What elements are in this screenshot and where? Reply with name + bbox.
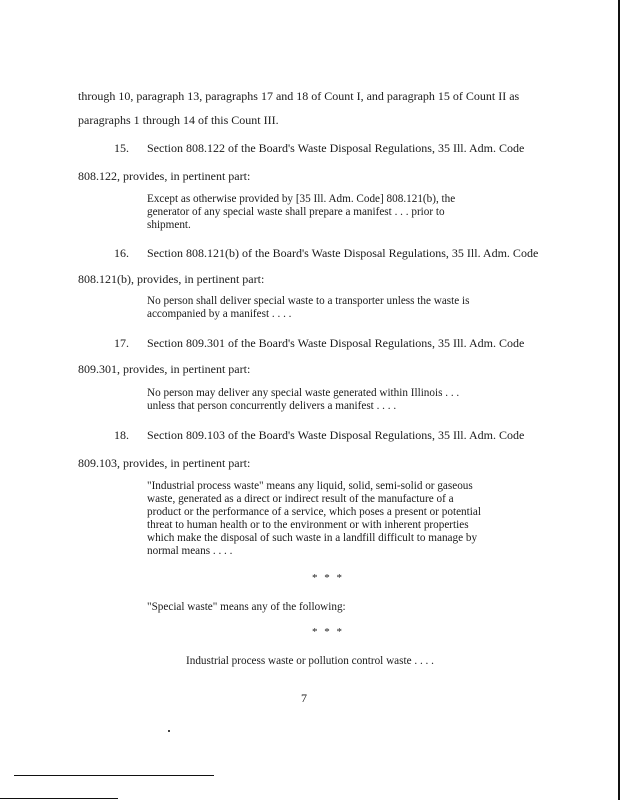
ellipsis-stars-2: * * * [312,626,344,638]
paragraph-18-quote-6: normal means . . . . [147,545,233,557]
right-edge-rule [618,0,620,800]
paragraph-18-quote-1: "Industrial process waste" means any liquid, solid, semi-solid or gaseous [147,480,473,492]
paragraph-16-quote-2: accompanied by a manifest . . . . [147,308,292,320]
paragraph-18-number: 18. [114,428,129,442]
special-waste-definition: "Special waste" means any of the following: [147,601,346,613]
paragraph-18-lead: Section 809.103 of the Board's Waste Disposal Regulations, 35 Ill. Adm. Code [147,428,525,442]
paragraph-15-quote-1: Except as otherwise provided by [35 Ill. Adm. Code] 808.121(b), the [147,193,456,205]
paragraph-15-quote-2: generator of any special waste shall prepare a manifest . . . prior to [147,206,445,218]
industrial-waste-line: Industrial process waste or pollution control waste . . . . [186,655,434,667]
opening-line-1: through 10, paragraph 13, paragraphs 17 and 18 of Count I, and paragraph 15 of Count II as [78,89,520,103]
page-number: 7 [301,691,307,705]
ellipsis-stars-1: * * * [312,572,344,584]
paragraph-17-number: 17. [114,336,129,350]
paragraph-18-quote-3: product or the performance of a service, which poses a present or potential [147,506,481,518]
footnote-rule [14,775,214,776]
paragraph-16-cont: 808.121(b), provides, in pertinent part: [78,272,265,286]
paragraph-17-cont: 809.301, provides, in pertinent part: [78,362,251,376]
paragraph-15-number: 15. [114,141,129,155]
paragraph-16-number: 16. [114,246,129,260]
paragraph-15-quote-3: shipment. [147,219,191,231]
paragraph-18-cont: 809.103, provides, in pertinent part: [78,456,251,470]
paragraph-18-quote-2: waste, generated as a direct or indirect result of the manufacture of a [147,493,454,505]
paragraph-15-lead: Section 808.122 of the Board's Waste Disposal Regulations, 35 Ill. Adm. Code [147,141,525,155]
scan-speck [168,730,170,732]
opening-line-2: paragraphs 1 through 14 of this Count III. [78,113,279,127]
paragraph-18-quote-5: which make the disposal of such waste in a landfill difficult to manage by [147,532,478,544]
paragraph-18-quote-4: threat to human health or to the environment or with inherent properties [147,519,469,531]
paragraph-17-quote-1: No person may deliver any special waste generated within Illinois . . . [147,387,460,399]
bottom-edge-rule [0,798,118,799]
paragraph-16-lead: Section 808.121(b) of the Board's Waste Disposal Regulations, 35 Ill. Adm. Code [147,246,539,260]
paragraph-16-quote-1: No person shall deliver special waste to a transporter unless the waste is [147,295,470,307]
paragraph-17-quote-2: unless that person concurrently delivers a manifest . . . . [147,400,397,412]
paragraph-15-cont: 808.122, provides, in pertinent part: [78,169,251,183]
paragraph-17-lead: Section 809.301 of the Board's Waste Disposal Regulations, 35 Ill. Adm. Code [147,336,525,350]
